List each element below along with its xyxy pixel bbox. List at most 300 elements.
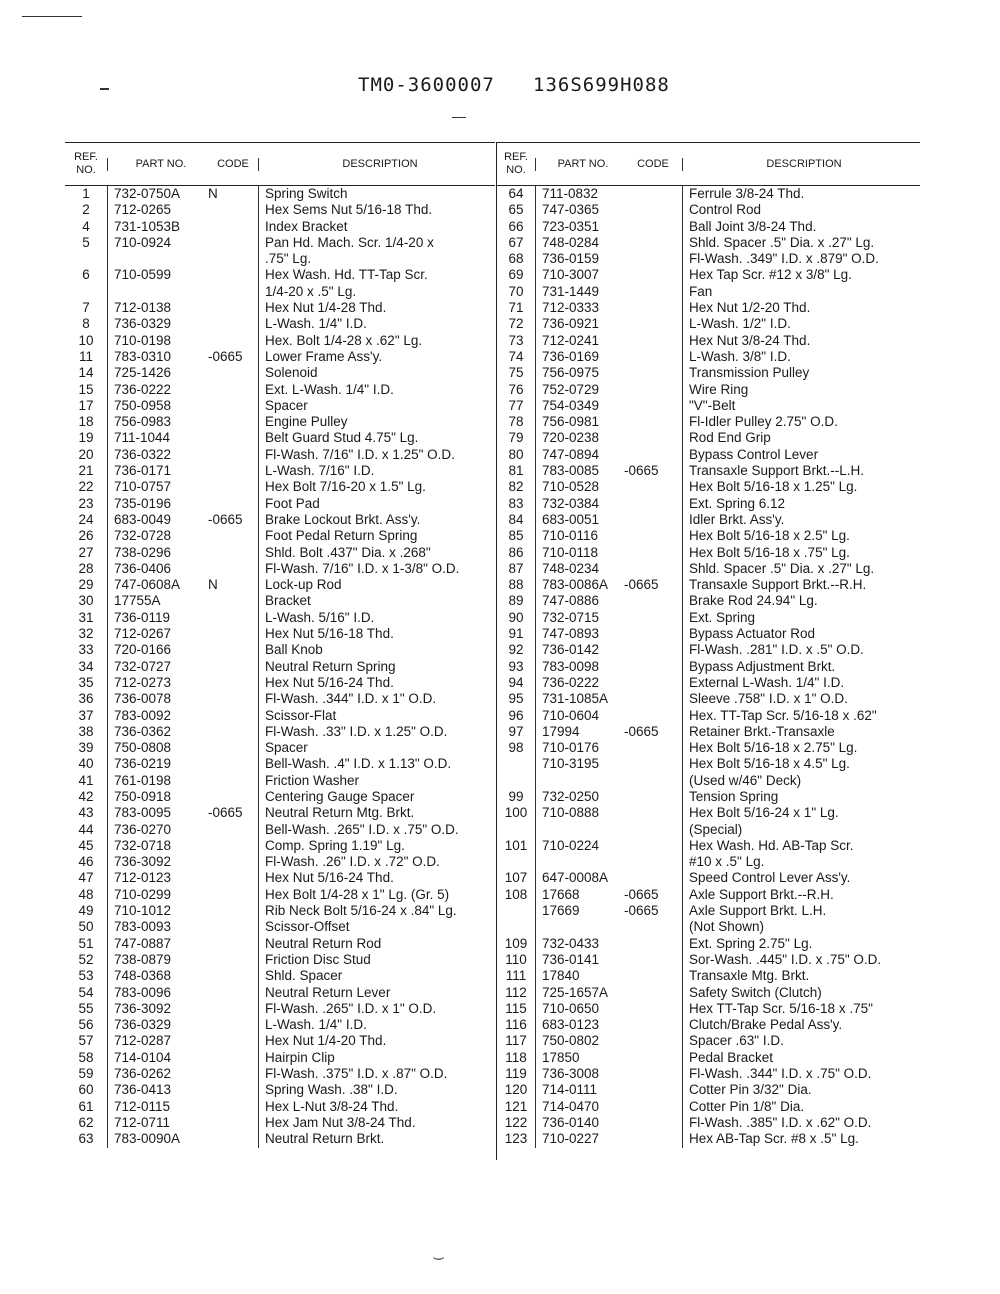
part-no: 736-3008 — [535, 1066, 624, 1082]
code — [624, 512, 682, 528]
ref-no: 41 — [78, 772, 94, 788]
ref-no: 6 — [82, 267, 90, 283]
description: 1/4-20 x .5" Lg. — [258, 284, 495, 300]
part-no: 736-3092 — [107, 854, 208, 870]
code — [624, 430, 682, 446]
description: L-Wash. 1/2" I.D. — [682, 316, 919, 332]
table-row — [497, 382, 920, 398]
ref-no: 82 — [508, 479, 524, 495]
table-row — [497, 349, 920, 365]
table-row — [497, 496, 920, 512]
code — [208, 284, 258, 300]
part-no: 732-0384 — [535, 496, 624, 512]
table-row — [497, 219, 920, 235]
ref-no: 96 — [508, 707, 524, 723]
table-row — [65, 985, 495, 1001]
description: Ext. L-Wash. 1/4" I.D. — [258, 382, 495, 398]
table-row — [65, 968, 495, 984]
part-no: 17994 — [535, 724, 624, 740]
table-body — [65, 186, 495, 1148]
table-row — [497, 1099, 920, 1115]
part-no: 747-0887 — [107, 936, 208, 952]
code — [208, 610, 258, 626]
code — [208, 1066, 258, 1082]
ref-no — [497, 773, 535, 789]
part-no: 736-0141 — [535, 952, 624, 968]
part-no: 736-0140 — [535, 1115, 624, 1131]
code — [624, 382, 682, 398]
table-row — [497, 887, 920, 903]
description: Cotter Pin 3/32" Dia. — [682, 1082, 919, 1098]
code: -0665 — [208, 511, 243, 527]
ref-no: 27 — [78, 544, 94, 560]
part-no: 725-1426 — [107, 365, 208, 381]
ref-no: 62 — [78, 1114, 94, 1130]
code — [624, 1001, 682, 1017]
ref-no: 95 — [508, 691, 524, 707]
ref-no: 59 — [78, 1066, 94, 1082]
table-row — [497, 789, 920, 805]
table-row — [497, 267, 920, 283]
table-row — [497, 985, 920, 1001]
description: Lock-up Rod — [258, 577, 495, 593]
code — [624, 1082, 682, 1098]
table-row — [497, 316, 920, 332]
ref-no: 121 — [504, 1098, 528, 1114]
ref-no: 36 — [78, 691, 94, 707]
description: #10 x .5" Lg. — [682, 854, 919, 870]
part-no: 731-1449 — [535, 284, 624, 300]
description: Bracket — [258, 593, 495, 609]
part-no: 712-0115 — [107, 1099, 208, 1115]
description: Engine Pulley — [258, 414, 495, 430]
code — [208, 251, 258, 267]
ref-no: 70 — [508, 283, 524, 299]
table-row — [497, 740, 920, 756]
part-no: 712-0287 — [107, 1033, 208, 1049]
description: Idler Brkt. Ass'y. — [682, 512, 919, 528]
part-no — [107, 284, 208, 300]
code — [624, 708, 682, 724]
description: Hex Bolt 5/16-18 x 1.25" Lg. — [682, 479, 919, 495]
ref-no: 69 — [508, 267, 524, 283]
table-row — [65, 691, 495, 707]
table-row — [497, 805, 920, 821]
description: Hex Bolt 5/16-24 x 1" Lg. — [682, 805, 919, 821]
code — [208, 675, 258, 691]
part-no-header: PART NO. — [535, 158, 624, 171]
ref-no: 60 — [78, 1082, 94, 1098]
description: Hex Wash. Hd. TT-Tap Scr. — [258, 267, 495, 283]
description: Bypass Actuator Rod — [682, 626, 919, 642]
description: Hex Nut 3/8-24 Thd. — [682, 333, 919, 349]
part-no: 761-0198 — [107, 773, 208, 789]
code — [208, 659, 258, 675]
code — [624, 447, 682, 463]
code — [208, 773, 258, 789]
part-no: 783-0092 — [107, 708, 208, 724]
table-row — [497, 1050, 920, 1066]
table-row — [497, 202, 920, 218]
description: Hex L-Nut 3/8-24 Thd. — [258, 1099, 495, 1115]
part-no: 712-0333 — [535, 300, 624, 316]
part-no: 732-0750A — [107, 186, 208, 202]
part-no: 712-0123 — [107, 870, 208, 886]
description: Ext. Spring — [682, 610, 919, 626]
code — [208, 838, 258, 854]
description: Ball Joint 3/8-24 Thd. — [682, 219, 919, 235]
table-row — [65, 610, 495, 626]
description-header: DESCRIPTION — [258, 158, 495, 171]
description: Belt Guard Stud 4.75" Lg. — [258, 430, 495, 446]
part-no: 17850 — [535, 1050, 624, 1066]
table-row — [65, 430, 495, 446]
part-no: 712-0273 — [107, 675, 208, 691]
description: Hex Bolt 5/16-18 x 2.5" Lg. — [682, 528, 919, 544]
code — [624, 316, 682, 332]
ref-no: 20 — [78, 446, 94, 462]
ref-no: 111 — [505, 968, 527, 984]
description: Hex Bolt 5/16-18 x 4.5" Lg. — [682, 756, 919, 772]
part-no: 750-0802 — [535, 1033, 624, 1049]
description: Fl-Wash. .344" I.D. x 1" O.D. — [258, 691, 495, 707]
part-no: 783-0310 — [107, 349, 208, 365]
code: -0665 — [624, 886, 659, 902]
description: Bell-Wash. .4" I.D. x 1.13" O.D. — [258, 756, 495, 772]
table-row — [497, 659, 920, 675]
description: Hex Wash. Hd. AB-Tap Scr. — [682, 838, 919, 854]
part-no: 748-0368 — [107, 968, 208, 984]
description: Shld. Spacer .5" Dia. x .27" Lg. — [682, 561, 919, 577]
description: Safety Switch (Clutch) — [682, 985, 919, 1001]
table-row — [497, 528, 920, 544]
ref-no: 31 — [78, 609, 94, 625]
description: Clutch/Brake Pedal Ass'y. — [682, 1017, 919, 1033]
description: Spring Wash. .38" I.D. — [258, 1082, 495, 1098]
part-no: 710-3195 — [535, 756, 624, 772]
ref-no: 44 — [78, 821, 94, 837]
code — [624, 479, 682, 495]
ref-no: 89 — [508, 593, 524, 609]
table-row — [497, 333, 920, 349]
part-no: 710-0528 — [535, 479, 624, 495]
code — [624, 773, 682, 789]
description: Neutral Return Rod — [258, 936, 495, 952]
scan-artifact — [100, 88, 109, 90]
code — [624, 365, 682, 381]
table-row — [65, 870, 495, 886]
part-no: 747-0886 — [535, 593, 624, 609]
table-row — [65, 1050, 495, 1066]
table-header — [497, 142, 920, 186]
description: Fan — [682, 284, 919, 300]
ref-no: 90 — [508, 609, 524, 625]
table-row — [497, 1082, 920, 1098]
description: L-Wash. 7/16" I.D. — [258, 463, 495, 479]
ref-no: 38 — [78, 723, 94, 739]
code — [624, 675, 682, 691]
description: Neutral Return Brkt. — [258, 1131, 495, 1147]
table-row — [65, 414, 495, 430]
part-no: 750-0808 — [107, 740, 208, 756]
part-no: 748-0284 — [535, 235, 624, 251]
ref-no: 18 — [78, 414, 94, 430]
table-row — [65, 186, 495, 202]
table-row — [497, 838, 920, 854]
table-row — [497, 447, 920, 463]
part-no: 756-0983 — [107, 414, 208, 430]
table-row — [497, 773, 920, 789]
ref-no: 123 — [504, 1131, 528, 1147]
description: Hex Tap Scr. #12 x 3/8" Lg. — [682, 267, 919, 283]
part-no — [535, 822, 624, 838]
ref-no: 84 — [508, 511, 524, 527]
table-row — [65, 300, 495, 316]
code — [208, 267, 258, 283]
ref-no: 39 — [78, 740, 94, 756]
parts-table-right — [497, 142, 920, 1148]
code — [208, 1082, 258, 1098]
description: .75" Lg. — [258, 251, 495, 267]
part-no: 712-0711 — [107, 1115, 208, 1131]
code — [208, 1017, 258, 1033]
table-row — [65, 1017, 495, 1033]
description: Ball Knob — [258, 642, 495, 658]
description: Brake Lockout Brkt. Ass'y. — [258, 512, 495, 528]
ref-no: 87 — [508, 560, 524, 576]
part-no: 736-0219 — [107, 756, 208, 772]
ref-no: 30 — [78, 593, 94, 609]
description: Hex Jam Nut 3/8-24 Thd. — [258, 1115, 495, 1131]
code — [208, 365, 258, 381]
ref-no: 88 — [508, 577, 524, 593]
description: (Special) — [682, 822, 919, 838]
table-row — [497, 1017, 920, 1033]
code — [208, 593, 258, 609]
code-header: CODE — [637, 157, 669, 170]
ref-no: 37 — [78, 707, 94, 723]
part-no: 712-0267 — [107, 626, 208, 642]
part-no: 732-0715 — [535, 610, 624, 626]
part-no: 17668 — [535, 887, 624, 903]
part-no — [535, 919, 624, 935]
code — [208, 1033, 258, 1049]
scan-artifact — [22, 16, 82, 17]
table-row — [65, 528, 495, 544]
code: N — [208, 186, 218, 201]
part-no — [535, 854, 624, 870]
part-no: 683-0123 — [535, 1017, 624, 1033]
part-no: 736-0406 — [107, 561, 208, 577]
part-no: 710-0224 — [535, 838, 624, 854]
code: -0665 — [624, 723, 659, 739]
description: L-Wash. 3/8" I.D. — [682, 349, 919, 365]
table-row — [65, 1115, 495, 1131]
part-no: 747-0894 — [535, 447, 624, 463]
part-no: 736-0222 — [535, 675, 624, 691]
table-row — [497, 675, 920, 691]
description: Ext. Spring 2.75" Lg. — [682, 936, 919, 952]
description: Neutral Return Spring — [258, 659, 495, 675]
table-row — [497, 724, 920, 740]
ref-no: 77 — [508, 397, 524, 413]
part-no: 710-0227 — [535, 1131, 624, 1147]
table-row — [497, 512, 920, 528]
table-row — [65, 496, 495, 512]
table-row — [497, 545, 920, 561]
part-no: 736-0078 — [107, 691, 208, 707]
ref-no: 83 — [508, 495, 524, 511]
description: Pedal Bracket — [682, 1050, 919, 1066]
part-no: 711-1044 — [107, 430, 208, 446]
table-row — [65, 267, 495, 283]
table-row — [497, 1115, 920, 1131]
description: Spacer .63" I.D. — [682, 1033, 919, 1049]
description: Hairpin Clip — [258, 1050, 495, 1066]
code — [208, 936, 258, 952]
description: Fl-Wash. .265" I.D. x 1" O.D. — [258, 1001, 495, 1017]
description: Foot Pedal Return Spring — [258, 528, 495, 544]
description: Cotter Pin 1/8" Dia. — [682, 1099, 919, 1115]
code — [624, 822, 682, 838]
description: Bypass Adjustment Brkt. — [682, 659, 919, 675]
part-no: 783-0085 — [535, 463, 624, 479]
description: External L-Wash. 1/4" I.D. — [682, 675, 919, 691]
code — [208, 724, 258, 740]
part-no: 17669 — [535, 903, 624, 919]
ref-no-header: REF. NO. — [504, 151, 528, 176]
description: Hex Nut 1/2-20 Thd. — [682, 300, 919, 316]
ref-no: 57 — [78, 1033, 94, 1049]
code — [624, 789, 682, 805]
code — [624, 593, 682, 609]
code: -0665 — [624, 903, 659, 919]
part-no: 736-3092 — [107, 1001, 208, 1017]
part-no: 754-0349 — [535, 398, 624, 414]
table-row — [497, 365, 920, 381]
ref-no: 110 — [505, 951, 527, 967]
ref-no: 40 — [78, 756, 94, 772]
description: Hex Bolt 7/16-20 x 1.5" Lg. — [258, 479, 495, 495]
code — [624, 936, 682, 952]
description: L-Wash. 1/4" I.D. — [258, 1017, 495, 1033]
table-row — [65, 887, 495, 903]
ref-no: 108 — [504, 886, 528, 902]
code — [624, 202, 682, 218]
table-row — [65, 561, 495, 577]
code — [208, 756, 258, 772]
code — [208, 919, 258, 935]
code — [208, 822, 258, 838]
table-row — [497, 626, 920, 642]
description: Hex Nut 1/4-28 Thd. — [258, 300, 495, 316]
part-no: 732-0433 — [535, 936, 624, 952]
part-no: 736-0270 — [107, 822, 208, 838]
part-no: 720-0166 — [107, 642, 208, 658]
ref-no: 7 — [82, 300, 90, 316]
table-row — [65, 365, 495, 381]
ref-no: 23 — [78, 495, 94, 511]
scan-artifact — [452, 117, 466, 118]
part-no: 747-0608A — [107, 577, 208, 593]
code — [624, 691, 682, 707]
ref-no: 72 — [508, 316, 524, 332]
ref-no: 71 — [508, 300, 524, 316]
ref-no: 81 — [508, 463, 524, 479]
ref-no: 80 — [508, 446, 524, 462]
table-row — [497, 284, 920, 300]
ref-no: 85 — [508, 528, 524, 544]
ref-no: 24 — [78, 511, 94, 527]
part-no: 732-0718 — [107, 838, 208, 854]
code — [208, 528, 258, 544]
table-row — [65, 316, 495, 332]
ref-no: 116 — [505, 1017, 527, 1033]
table-row — [65, 626, 495, 642]
description: Index Bracket — [258, 219, 495, 235]
description: Sor-Wash. .445" I.D. x .75" O.D. — [682, 952, 919, 968]
description: Friction Washer — [258, 773, 495, 789]
part-no: 736-0322 — [107, 447, 208, 463]
ref-no — [65, 284, 107, 300]
code — [208, 985, 258, 1001]
table-row — [65, 398, 495, 414]
part-no: 714-0111 — [535, 1082, 624, 1098]
code — [624, 985, 682, 1001]
code — [624, 333, 682, 349]
description: Speed Control Lever Ass'y. — [682, 870, 919, 886]
part-no: 736-0413 — [107, 1082, 208, 1098]
description: Hex Bolt 1/4-28 x 1" Lg. (Gr. 5) — [258, 887, 495, 903]
table-row — [497, 479, 920, 495]
ref-no: 33 — [78, 642, 94, 658]
description: Hex AB-Tap Scr. #8 x .5" Lg. — [682, 1131, 919, 1147]
ref-no: 91 — [508, 626, 524, 642]
table-row — [65, 952, 495, 968]
ref-no: 17 — [78, 397, 94, 413]
ref-no: 97 — [508, 723, 524, 739]
code — [624, 919, 682, 935]
part-no: 783-0098 — [535, 659, 624, 675]
code — [624, 219, 682, 235]
ref-no: 45 — [78, 837, 94, 853]
description: Pan Hd. Mach. Scr. 1/4-20 x — [258, 235, 495, 251]
ref-no: 119 — [505, 1066, 527, 1082]
table-row — [65, 659, 495, 675]
ref-no: 66 — [508, 218, 524, 234]
code — [624, 284, 682, 300]
part-no: 711-0832 — [535, 186, 624, 202]
ref-no — [497, 756, 535, 772]
part-no: 710-0924 — [107, 235, 208, 251]
code — [624, 838, 682, 854]
ref-no: 53 — [78, 968, 94, 984]
code — [624, 349, 682, 365]
table-row — [65, 822, 495, 838]
part-no: 710-0118 — [535, 545, 624, 561]
description: Scissor-Flat — [258, 708, 495, 724]
ref-no-header: REF. NO. — [74, 151, 98, 176]
code — [208, 1050, 258, 1066]
part-no: 736-0329 — [107, 316, 208, 332]
code — [208, 202, 258, 218]
ref-no: 63 — [78, 1131, 94, 1147]
description: Fl-Wash. .344" I.D. x .75" O.D. — [682, 1066, 919, 1082]
code — [208, 316, 258, 332]
part-no: 756-0975 — [535, 365, 624, 381]
ref-no: 5 — [82, 234, 90, 250]
part-no: 783-0093 — [107, 919, 208, 935]
